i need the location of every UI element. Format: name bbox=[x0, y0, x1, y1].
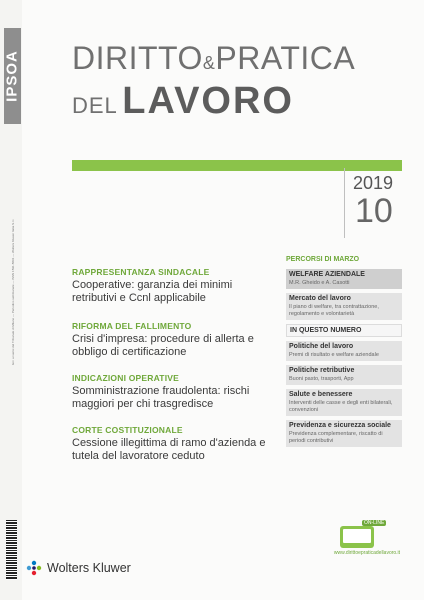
sidebar-politiche-lavoro-title: Politiche del lavoro bbox=[289, 343, 354, 350]
cover-spine bbox=[0, 0, 22, 600]
sidebar bbox=[286, 265, 402, 447]
spine-small-print: Iscr. ai sensi del Tribunale di Milano — Periodico settimanale — ISSN 1591-5891 — Wolters Kluwer Italia S.r.l. bbox=[11, 218, 15, 366]
masthead-line1 bbox=[72, 40, 355, 77]
issue-divider bbox=[344, 168, 345, 238]
monitor-screen bbox=[343, 529, 371, 543]
sidebar-previdenza-text: Previdenza complementare, riscatto di periodi contributivi bbox=[289, 431, 383, 444]
online-badge[interactable] bbox=[322, 520, 412, 562]
article-3[interactable] bbox=[72, 373, 278, 411]
sidebar-in-questo-numero bbox=[286, 324, 402, 337]
sidebar-previdenza[interactable] bbox=[286, 420, 402, 447]
barcode-icon bbox=[6, 520, 17, 580]
wolters-kluwer-logo-icon bbox=[26, 560, 42, 576]
masthead-pratica: PRATICA bbox=[215, 40, 356, 76]
publisher-name: Wolters Kluwer bbox=[47, 561, 131, 575]
article-title: Somministrazione fraudolenta: rischi maggiori per chi trasgredisce bbox=[72, 385, 250, 410]
sidebar-welfare-title: WELFARE AZIENDALE bbox=[289, 271, 365, 278]
sidebar-salute-text: Interventi delle casse e degli enti bilaterali, convenzioni bbox=[289, 400, 393, 413]
sidebar-politiche-retributive-title: Politiche retributive bbox=[289, 367, 355, 374]
monitor-icon bbox=[340, 526, 374, 548]
article-2[interactable] bbox=[72, 321, 278, 359]
issue-number: 10 bbox=[355, 192, 393, 230]
sidebar-welfare-authors: M.R. Gheido e A. Casotti bbox=[289, 280, 350, 286]
article-4[interactable] bbox=[72, 425, 278, 463]
masthead-line2 bbox=[72, 80, 294, 123]
online-url[interactable]: www.dirittoepraticadellavoro.it bbox=[333, 550, 401, 556]
masthead-ampersand: & bbox=[202, 53, 216, 73]
sidebar-mercato[interactable] bbox=[286, 293, 402, 320]
article-category: RAPPRESENTANZA SINDACALE bbox=[72, 267, 210, 277]
issue-year: 2019 bbox=[353, 173, 394, 193]
article-title: Cessione illegittima di ramo d'azienda e tutela del lavoratore ceduto bbox=[72, 437, 266, 462]
sidebar-politiche-lavoro-text: Premi di risultato e welfare aziendale bbox=[289, 352, 379, 358]
sidebar-politiche-retributive-text: Buoni pasto, trasporti, App bbox=[289, 376, 354, 382]
sidebar-welfare[interactable] bbox=[286, 269, 402, 289]
sidebar-in-questo-numero-title: IN QUESTO NUMERO bbox=[290, 327, 362, 334]
sidebar-mercato-title: Mercato del lavoro bbox=[289, 295, 351, 302]
masthead-lavoro: LAVORO bbox=[122, 80, 294, 122]
sidebar-politiche-lavoro[interactable] bbox=[286, 341, 402, 361]
masthead-del: DEL bbox=[72, 93, 118, 118]
sidebar-politiche-retributive[interactable] bbox=[286, 365, 402, 385]
article-category: RIFORMA DEL FALLIMENTO bbox=[72, 321, 192, 331]
sidebar-salute[interactable] bbox=[286, 389, 402, 416]
sidebar-mercato-text: Il piano di welfare, tra contrattazione, regolamento e volontarietà bbox=[289, 304, 379, 317]
article-category: INDICAZIONI OPERATIVE bbox=[72, 373, 179, 383]
sidebar-header: PERCORSI DI MARZO bbox=[286, 256, 360, 263]
online-label: ON-LINE bbox=[364, 520, 385, 526]
article-title: Crisi d'impresa: procedure di allerta e obbligo di certificazione bbox=[72, 333, 254, 358]
green-accent-bar bbox=[72, 160, 402, 171]
sidebar-salute-title: Salute e benessere bbox=[289, 391, 353, 398]
article-1[interactable] bbox=[72, 267, 278, 305]
article-category: CORTE COSTITUZIONALE bbox=[72, 425, 183, 435]
sidebar-previdenza-title: Previdenza e sicurezza sociale bbox=[289, 422, 391, 429]
article-title: Cooperative: garanzia dei minimi retributivi e Ccnl applicabile bbox=[72, 279, 233, 304]
masthead-diritto: DIRITTO bbox=[72, 40, 203, 76]
ipsoa-brand-text: IPSOA bbox=[3, 50, 21, 102]
